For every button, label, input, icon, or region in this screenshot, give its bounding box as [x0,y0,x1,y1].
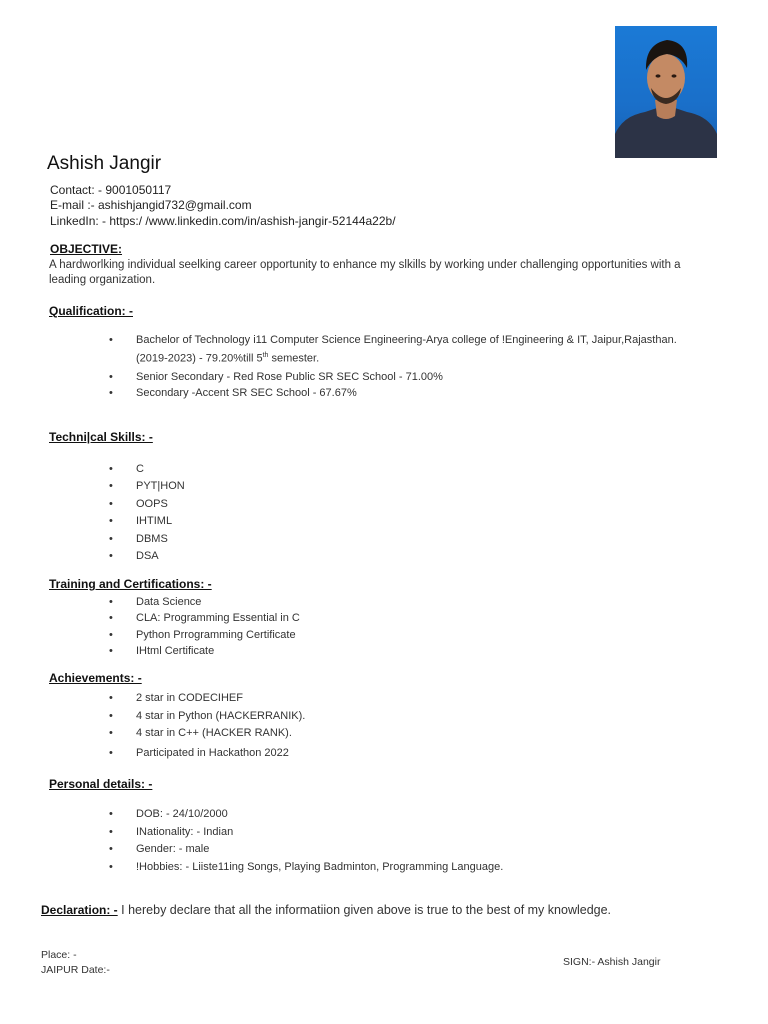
objective-line-2: leading organization. [49,274,156,286]
training-heading: Training and Certifications: - [49,577,212,591]
contact-email: E-mail :- ashishjangid732@gmail.com [50,198,252,212]
skills-heading: Techni|cal Skills: - [49,430,153,444]
list-item: • 4 star in C++ (HACKER RANK). [109,725,305,743]
list-item: • IHtml Certificate [109,643,300,659]
list-item: • Participated in Hackathon 2022 [109,745,305,763]
training-list [109,594,300,659]
skills-list [109,461,185,565]
list-item: • DOB: - 24/10/2000 [109,806,503,824]
qualification-heading: Qualification: - [49,304,133,318]
qualification-btech-line-1: Bachelor of Technology i11 Computer Science Engineering-Arya college of !Engineering & IT, Jaipur,Rajasthan. [136,334,677,346]
contact-linkedin: LinkedIn: - https:/ /www.linkedin.com/in/ashish-jangir-52144a22b/ [50,214,396,228]
list-item: • Secondary -Accent SR SEC School - 67.67% [109,385,677,401]
superscript-th: th [262,352,269,359]
list-item [109,332,677,367]
list-item: • 4 star in Python (HACKERRANIK). [109,708,305,726]
achievements-list [109,690,305,762]
qualification-btech-line-2-end: semester. [268,352,320,365]
list-item: • 2 star in CODECIHEF [109,690,305,708]
objective-line-1: A hardworlking individual seelking career opportunity to enhance my slkills by working under challenging opportunities with a [49,259,681,271]
list-item: • CLA: Programming Essential in C [109,610,300,626]
declaration-text: I hereby declare that all the informatiion given above is true to the best of my knowledge. [117,903,612,917]
list-item: • Data Science [109,594,300,610]
footer-place: Place: - [41,949,77,961]
objective-heading: OBJECTIVE: [50,242,123,256]
personal-heading: Personal details: - [49,777,153,791]
list-item: • Python Prrogramming Certificate [109,627,300,643]
profile-photo [615,26,717,158]
qualification-list [109,332,677,401]
list-item: • C [109,461,185,478]
achievements-heading: Achievements: - [49,671,142,685]
list-item: • Gender: - male [109,841,503,859]
list-item: • DSA [109,548,185,565]
person-portrait-icon [615,26,717,158]
list-item: • DBMS [109,531,185,548]
list-item: • INationality: - Indian [109,824,503,842]
list-item: • PYT|HON [109,478,185,495]
candidate-name: Ashish Jangir [47,153,162,174]
qualification-btech-line-2: (2019-2023) - 79.20%till 5 [136,352,263,365]
declaration-heading: Declaration: - [41,903,118,917]
list-item: • Senior Secondary - Red Rose Public SR SEC School - 71.00% [109,369,677,385]
declaration [41,903,611,917]
list-item: • !Hobbies: - Liiste11ing Songs, Playing Badminton, Programming Language. [109,859,503,877]
personal-list [109,806,503,876]
footer-signature: SIGN:- Ashish Jangir [563,956,661,968]
list-item: • OOPS [109,496,185,513]
footer-date: JAIPUR Date:- [41,964,110,976]
list-item: • IHTIML [109,513,185,530]
contact-phone: Contact: - 9001050117 [50,183,172,197]
